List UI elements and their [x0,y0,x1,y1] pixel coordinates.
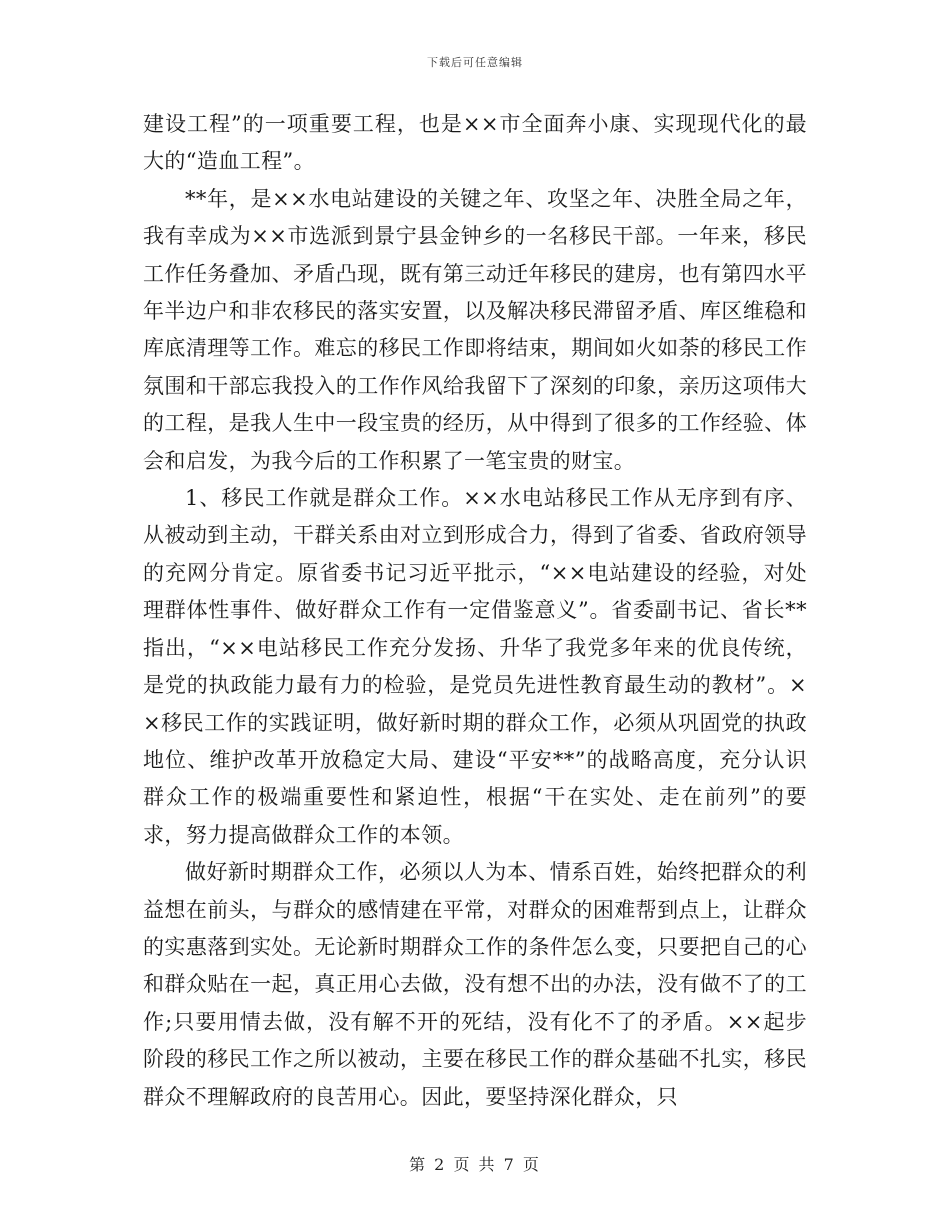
paragraph-3: 1、移民工作就是群众工作。××水电站移民工作从无序到有序、从被动到主动，干群关系由对立到形成合力，得到了省委、省政府领导的充网分肯定。原省委书记习近平批示，“××电站建设的经验，对处理群体性事件、做好群众工作有一定借鉴意义”。省委副书记、省长**指出，“××电站移民工作充分发扬、升华了我党多年来的优良传统，是党的执政能力最有力的检验，是党员先进性教育最生动的教材”。××移民工作的实践证明，做好新时期的群众工作，必须从巩固党的执政地位、维护改革开放稳定大局、建设“平安**”的战略高度，充分认识群众工作的极端重要性和紧迫性，根据“干在实处、走在前列”的要求，努力提高做群众工作的本领。 [143,486,807,847]
page-footer: 第 2 页 共 7 页 [409,1155,541,1174]
page-header: 下载后可任意编辑 [427,56,523,69]
paragraph-4: 做好新时期群众工作，必须以人为本、情系百姓，始终把群众的利益想在前头，与群众的感情建在平常，对群众的困难帮到点上，让群众的实惠落到实处。无论新时期群众工作的条件怎么变，只要把自己的心和群众贴在一起，真正用心去做，没有想不出的办法，没有做不了的工作;只要用情去做，没有解不开的死结，没有化不了的矛盾。××起步阶段的移民工作之所以被动，主要在移民工作的群众基础不扎实，移民群众不理解政府的良苦用心。因此，要坚持深化群众，只 [143,860,807,1109]
paragraph-1: 建设工程”的一项重要工程，也是××市全面奔小康、实现现代化的最大的“造血工程”。 [143,112,807,174]
paragraph-2: **年，是××水电站建设的关键之年、攻坚之年、决胜全局之年，我有幸成为××市选派到景宁县金钟乡的一名移民干部。一年来，移民工作任务叠加、矛盾凸现，既有第三动迁年移民的建房，也有第四水平年半边户和非农移民的落实安置，以及解决移民滞留矛盾、库区维稳和库底清理等工作。难忘的移民工作即将结束，期间如火如荼的移民工作氛围和干部忘我投入的工作作风给我留下了深刻的印象，亲历这项伟大的工程，是我人生中一段宝贵的经历，从中得到了很多的工作经验、体会和启发，为我今后的工作积累了一笔宝贵的财宝。 [143,186,807,473]
document-body [143,106,807,1116]
